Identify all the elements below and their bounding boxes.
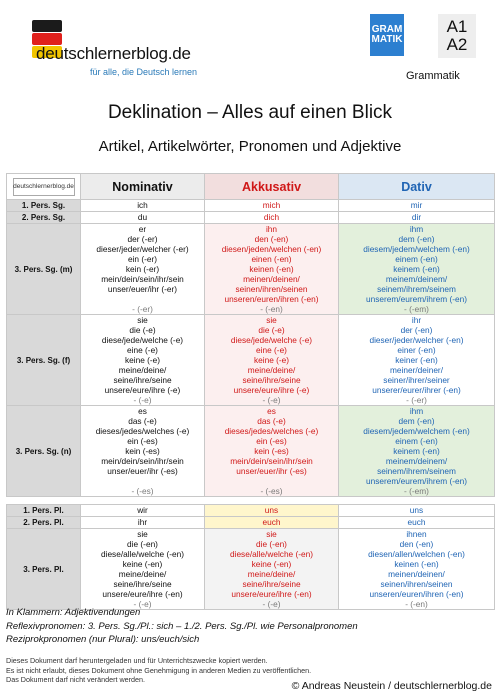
table-row: [7, 406, 495, 497]
declension-table: [6, 173, 495, 610]
brand-logo: [32, 18, 222, 80]
cell-dativ: dir: [339, 212, 495, 224]
note-line: Reziprokpronomen (nur Plural): uns/euch/sich: [6, 634, 200, 645]
row-label: 3. Pers. Sg. (f): [7, 315, 81, 406]
table-row: [7, 212, 495, 224]
cell-dativ: euch: [339, 517, 495, 529]
cell-akkusativ: ihn den (-en) diesen/jeden/welchen (-en) einen (-en) keinen (-en) meinen/deinen/ seinen/ihren/seinen unseren/euren/ihren (-en) - (-en): [205, 224, 339, 315]
brand-name: deutschlernerblog.de: [36, 44, 191, 63]
cell-nominativ: ich: [81, 200, 205, 212]
table-row: [7, 315, 495, 406]
level-badge: A1 A2: [438, 14, 476, 58]
cell-nominativ: ihr: [81, 517, 205, 529]
row-separator: [7, 497, 495, 505]
cell-nominativ: wir: [81, 505, 205, 517]
table-row: [7, 517, 495, 529]
table-row: [7, 529, 495, 610]
cell-dativ: ihm dem (-en) diesem/jedem/welchem (-en) einem (-en) keinem (-en) meinem/deinem/ seinem/ihrem/seinem unserem/eurem/ihrem (-en) - (-em): [339, 224, 495, 315]
cell-akkusativ: uns: [205, 505, 339, 517]
note-line: In Klammern: Adjektivendungen: [6, 607, 141, 618]
page-title: Deklination – Alles auf einen Blick: [107, 102, 393, 123]
cell-akkusativ: dich: [205, 212, 339, 224]
cell-dativ: mir: [339, 200, 495, 212]
cell-akkusativ: mich: [205, 200, 339, 212]
cell-nominativ: sie die (-en) diese/alle/welche (-en) keine (-en) meine/deine/ seine/ihre/seine unsere/eure/ihre (-en) - (-e): [81, 529, 205, 610]
row-label: 1. Pers. Sg.: [7, 200, 81, 212]
cell-dativ: uns: [339, 505, 495, 517]
header-nominativ: Nominativ: [81, 174, 205, 200]
cell-akkusativ: es das (-e) dieses/jedes/welches (-e) ein (-es) kein (-es) mein/dein/sein/ihr/sein unser/euer/ihr (-es) - (-es): [205, 406, 339, 497]
cell-nominativ: du: [81, 212, 205, 224]
row-label: 1. Pers. Pl.: [7, 505, 81, 517]
row-label: 3. Pers. Sg. (m): [7, 224, 81, 315]
category-label: Grammatik: [406, 70, 460, 82]
page-subtitle: Artikel, Artikelwörter, Pronomen und Adjektive: [98, 138, 402, 155]
row-label: 3. Pers. Sg. (n): [7, 406, 81, 497]
cell-dativ: ihm dem (-en) diesem/jedem/welchem (-en) einem (-en) keinem (-en) meinem/deinem/ seinem/ihrem/seinem unserem/eurem/ihrem (-en) - (-em): [339, 406, 495, 497]
cell-nominativ: sie die (-e) diese/jede/welche (-e) eine (-e) keine (-e) meine/deine/ seine/ihre/seine unsere/eure/ihre (-e) - (-e): [81, 315, 205, 406]
cell-dativ: ihnen den (-en) diesen/allen/welchen (-en) keinen (-en) meinen/deinen/ seinen/ihren/seinen unseren/euren/ihren (-en) - (-en): [339, 529, 495, 610]
header-dativ: Dativ: [339, 174, 495, 200]
cell-akkusativ: sie die (-e) diese/jede/welche (-e) eine (-e) keine (-e) meine/deine/ seine/ihre/seine unsere/eure/ihre (-e) - (-e): [205, 315, 339, 406]
note-line: Reflexivpronomen: 3. Pers. Sg./Pl.: sich – 1./2. Pers. Sg./Pl. wie Personalpronomen: [6, 620, 358, 632]
cell-nominativ: es das (-e) dieses/jedes/welches (-e) ein (-es) kein (-es) mein/dein/sein/ihr/sein unser/euer/ihr (-es) - (-es): [81, 406, 205, 497]
cell-dativ: ihr der (-en) dieser/jeder/welcher (-en) einer (-en) keiner (-en) meiner/deiner/ seiner/ihrer/seiner unserer/eurer/ihrer (-en) - (-er): [339, 315, 495, 406]
grammatik-badge: GRAM MATIK: [370, 14, 404, 56]
row-label: 2. Pers. Pl.: [7, 517, 81, 529]
table-row: [7, 200, 495, 212]
table-row: [7, 505, 495, 517]
fineprint: Dieses Dokument darf heruntergeladen und für Unterrichtszwecke kopiert werden. Es ist nicht erlaubt, dieses Dokument ohne Genehmigung in anderen Medien zu veröffentlichen. Das Dokument darf nicht verändert werden.: [6, 656, 312, 684]
row-label: 3. Pers. Pl.: [7, 529, 81, 610]
cell-akkusativ: euch: [205, 517, 339, 529]
copyright: © Andreas Neustein / deutschlernerblog.de: [291, 680, 492, 692]
table-corner-logo: deutschlernerblog.de: [7, 174, 81, 200]
header-akkusativ: Akkusativ: [205, 174, 339, 200]
notes: [6, 606, 358, 647]
row-label: 2. Pers. Sg.: [7, 212, 81, 224]
brand-tagline: für alle, die Deutsch lernen: [90, 67, 198, 77]
cell-nominativ: er der (-er) dieser/jeder/welcher (-er) ein (-er) kein (-er) mein/dein/sein/ihr/sein unser/euer/ihr (-er) - (-er): [81, 224, 205, 315]
cell-akkusativ: sie die (-en) diese/alle/welche (-en) keine (-en) meine/deine/ seine/ihre/seine unsere/eure/ihre (-en) - (-e): [205, 529, 339, 610]
table-row: [7, 224, 495, 315]
